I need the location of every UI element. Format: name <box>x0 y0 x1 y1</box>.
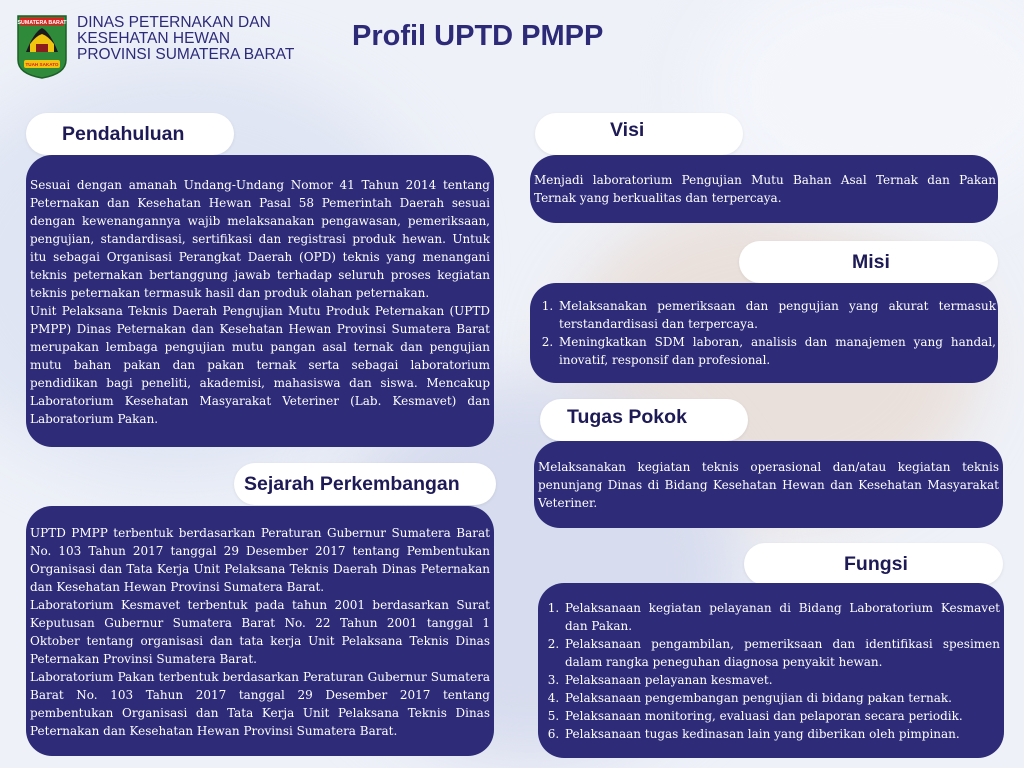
sejarah-paragraph-2: Laboratorium Kesmavet terbentuk pada tahun 2001 berdasarkan Surat Keputusan Gubernur Sumatera Barat No. 22 Tahun 2001 tanggal 1 Oktober tentang organisasi dan tata kerja Unit Pelaksana Teknis Dinas Peternakan Provinsi Sumatera Barat. <box>30 598 490 666</box>
visi-heading: Visi <box>535 113 743 155</box>
pendahuluan-card <box>26 155 494 447</box>
sejarah-heading: Sejarah Perkembangan <box>234 463 496 505</box>
province-logo <box>16 14 68 80</box>
svg-text:SUMATERA BARAT: SUMATERA BARAT <box>17 19 67 26</box>
fungsi-item-5: 5. Pelaksanaan monitoring, evaluasi dan pelaporan secara periodik. <box>563 707 1000 725</box>
misi-card <box>530 283 998 383</box>
sejarah-card <box>26 506 494 756</box>
tugas-text: Melaksanakan kegiatan teknis operasional dan/atau kegiatan teknis penunjang Dinas di Bidang Kesehatan Hewan dan Kesehatan Masyarakat Veteriner. <box>538 460 999 510</box>
fungsi-card <box>538 583 1004 758</box>
agency-name <box>77 15 294 63</box>
pendahuluan-paragraph-1: Sesuai dengan amanah Undang-Undang Nomor 41 Tahun 2014 tentang Peternakan dan Kesehatan Hewan Pasal 58 Pemerintah Daerah sesuai dengan kewenangannya wajib melaksanakan pengawasan, pemeriksaan, pengujian, standardisasi, sertifikasi dan registrasi produk hewan. Untuk itu sebagai Organisasi Perangkat Daerah (OPD) teknis yang menangani teknis peternakan bertanggung jawab terhadap seluruh proses kegiatan teknis peternakan termasuk hasil dan produk olahan peternakan. <box>30 178 490 300</box>
fungsi-item-4: 4. Pelaksanaan pengembangan pengujian di bidang pakan ternak. <box>563 689 1000 707</box>
agency-line-2: KESEHATAN HEWAN <box>77 30 231 47</box>
misi-heading: Misi <box>739 241 998 283</box>
pendahuluan-paragraph-2: Unit Pelaksana Teknis Daerah Pengujian Mutu Produk Peternakan (UPTD PMPP) Dinas Peternakan dan Kesehatan Hewan Provinsi Sumatera Barat merupakan lembaga pengujian mutu pangan asal ternak dan pengujian mutu bahan pakan dan pakan ternak serta sebagai laboratorium pendidikan bagi peneliti, akademisi, mahasiswa dan siswa. Mencakup Laboratorium Kesehatan Masyarakat Veteriner (Lab. Kesmavet) dan Laboratorium Pakan. <box>30 304 490 426</box>
visi-text: Menjadi laboratorium Pengujian Mutu Bahan Asal Ternak dan Pakan Ternak yang berkualitas dan terpercaya. <box>534 173 996 205</box>
pendahuluan-heading: Pendahuluan <box>26 113 234 155</box>
fungsi-item-1: 1. Pelaksanaan kegiatan pelayanan di Bidang Laboratorium Kesmavet dan Pakan. <box>563 599 1000 635</box>
fungsi-item-3: 3. Pelaksanaan pelayanan kesmavet. <box>563 671 1000 689</box>
svg-text:TUAH SAKATO: TUAH SAKATO <box>25 62 59 67</box>
misi-item-2: 2. Meningkatkan SDM laboran, analisis dan manajemen yang handal, inovatif, responsif dan profesional. <box>557 333 996 369</box>
fungsi-item-2: 2. Pelaksanaan pengambilan, pemeriksaan dan identifikasi spesimen dalam rangka peneguhan diagnosa penyakit hewan. <box>563 635 1000 671</box>
fungsi-item-6: 6. Pelaksanaan tugas kedinasan lain yang diberikan oleh pimpinan. <box>563 725 1000 743</box>
misi-item-1: 1. Melaksanakan pemeriksaan dan pengujian yang akurat termasuk terstandardisasi dan terpercaya. <box>557 297 996 333</box>
tugas-card <box>534 441 1003 528</box>
fungsi-heading: Fungsi <box>744 543 1003 585</box>
misi-list <box>532 297 996 369</box>
tugas-heading: Tugas Pokok <box>540 399 748 441</box>
sejarah-paragraph-3: Laboratorium Pakan terbentuk berdasarkan Peraturan Gubernur Sumatera Barat No. 103 Tahun 2017 tanggal 29 Desember 2017 tentang pembentukan Organisasi dan Tata Kerja Unit Pelaksana Teknis Dinas Peternakan dan Kesehatan Hewan Provinsi Sumatera Barat. <box>30 670 490 738</box>
agency-line-1: DINAS PETERNAKAN DAN <box>77 14 271 31</box>
page-title: Profil UPTD PMPP <box>352 20 604 52</box>
agency-line-3: PROVINSI SUMATERA BARAT <box>77 46 295 63</box>
fungsi-list <box>538 599 1000 743</box>
visi-card <box>530 155 998 223</box>
sejarah-paragraph-1: UPTD PMPP terbentuk berdasarkan Peraturan Gubernur Sumatera Barat No. 103 Tahun 2017 tanggal 29 Desember 2017 tentang Pembentukan Organisasi dan Tata Kerja Unit Pelaksana Teknis Daerah Dinas Peternakan dan Kesehatan Hewan Provinsi Sumatera Barat. <box>30 526 490 594</box>
